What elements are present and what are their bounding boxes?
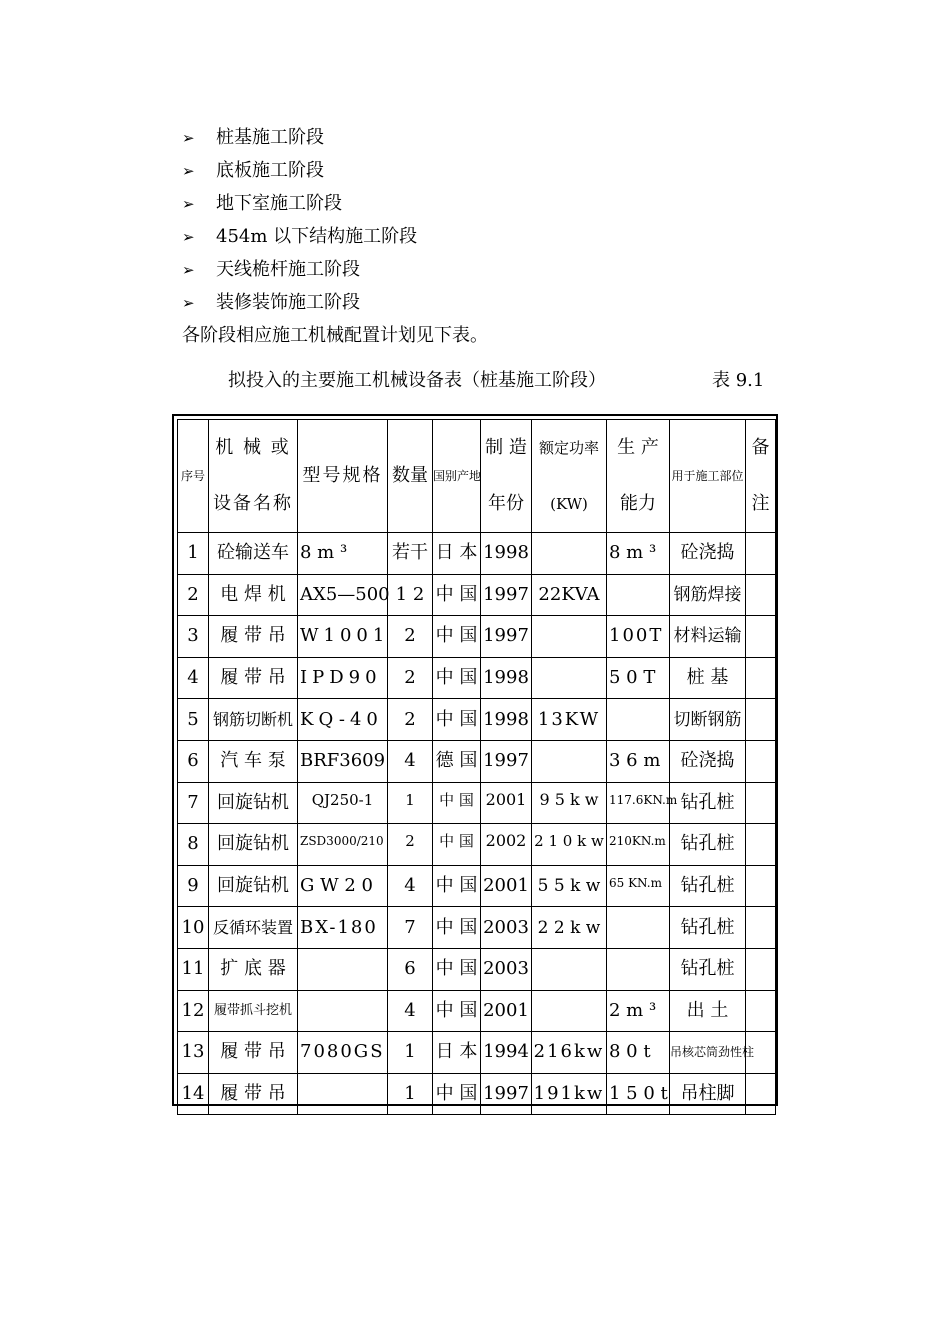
- cell-qty: 1: [388, 1032, 433, 1074]
- cell-note: [746, 865, 776, 907]
- cell-use: 吊核芯筒劲性柱: [670, 1032, 746, 1074]
- cell-qty: 7: [388, 907, 433, 949]
- table-row: [178, 740, 776, 782]
- cell-year: 1994: [481, 1032, 532, 1074]
- cell-seq: 8: [178, 824, 209, 866]
- cell-use: 砼浇捣: [670, 533, 746, 575]
- cell-name: 扩 底 器: [209, 948, 298, 990]
- cell-seq: 11: [178, 948, 209, 990]
- header-use: 用于施工部位: [670, 420, 746, 533]
- cell-seq: 1: [178, 533, 209, 575]
- cell-use: 钻孔桩: [670, 948, 746, 990]
- cell-note: [746, 824, 776, 866]
- cell-seq: 7: [178, 782, 209, 824]
- cell-year: 1997: [481, 616, 532, 658]
- table-row: [178, 824, 776, 866]
- cell-seq: 4: [178, 657, 209, 699]
- cell-note: [746, 907, 776, 949]
- table-row: [178, 1032, 776, 1074]
- cell-seq: 2: [178, 574, 209, 616]
- cell-origin: 中 国: [433, 907, 481, 949]
- stage-label: 454m 以下结构施工阶段: [216, 226, 418, 247]
- intro-paragraph: 各阶段相应施工机械配置计划见下表。: [182, 325, 488, 346]
- cell-use: 钢筋焊接: [670, 574, 746, 616]
- cell-name: 履 带 吊: [209, 616, 298, 658]
- cell-power: 216kw: [532, 1032, 607, 1074]
- stage-item: [182, 124, 417, 157]
- header-model: 型号规格: [298, 420, 388, 533]
- header-year: 制 造 年份: [481, 420, 532, 533]
- cell-seq: 9: [178, 865, 209, 907]
- cell-power: 2 2 k w: [532, 907, 607, 949]
- cell-power: [532, 533, 607, 575]
- arrowhead-bullet-icon: ➢: [182, 162, 195, 180]
- table-row: [178, 616, 776, 658]
- cell-qty: 若干: [388, 533, 433, 575]
- cell-model: 8 m ³: [298, 533, 388, 575]
- cell-name: 履 带 吊: [209, 657, 298, 699]
- arrowhead-bullet-icon: ➢: [182, 294, 195, 312]
- cell-model: G W 2 0: [298, 865, 388, 907]
- cell-use: 钻孔桩: [670, 782, 746, 824]
- cell-use: 吊柱脚: [670, 1073, 746, 1115]
- cell-year: 2001: [481, 990, 532, 1032]
- cell-name: 履 带 吊: [209, 1073, 298, 1115]
- cell-model: [298, 948, 388, 990]
- cell-power: 191kw: [532, 1073, 607, 1115]
- cell-name: 回旋钻机: [209, 865, 298, 907]
- cell-name: 回旋钻机: [209, 782, 298, 824]
- cell-origin: 中 国: [433, 865, 481, 907]
- cell-year: 1998: [481, 533, 532, 575]
- cell-note: [746, 616, 776, 658]
- stage-label: 桩基施工阶段: [216, 127, 324, 148]
- cell-year: 2003: [481, 907, 532, 949]
- cell-capacity: 8 0 t: [607, 1032, 670, 1074]
- cell-power: 5 5 k w: [532, 865, 607, 907]
- cell-capacity: [607, 574, 670, 616]
- cell-qty: 2: [388, 657, 433, 699]
- cell-capacity: 117.6KN.m: [607, 782, 670, 824]
- cell-model: W1001: [298, 616, 388, 658]
- cell-capacity: 1 5 0 t: [607, 1073, 670, 1115]
- cell-note: [746, 782, 776, 824]
- cell-use: 桩 基: [670, 657, 746, 699]
- cell-note: [746, 948, 776, 990]
- cell-origin: 德 国: [433, 740, 481, 782]
- cell-power: [532, 616, 607, 658]
- cell-seq: 5: [178, 699, 209, 741]
- cell-origin: 中 国: [433, 699, 481, 741]
- cell-capacity: 100T: [607, 616, 670, 658]
- cell-note: [746, 740, 776, 782]
- header-capacity: 生 产 能力: [607, 420, 670, 533]
- cell-note: [746, 699, 776, 741]
- arrowhead-bullet-icon: ➢: [182, 129, 195, 147]
- cell-year: 2001: [481, 782, 532, 824]
- cell-use: 钻孔桩: [670, 824, 746, 866]
- equipment-table: [177, 419, 776, 1115]
- cell-name: 电 焊 机: [209, 574, 298, 616]
- cell-capacity: 5 0 T: [607, 657, 670, 699]
- cell-note: [746, 990, 776, 1032]
- cell-name: 砼输送车: [209, 533, 298, 575]
- cell-model: BX-180: [298, 907, 388, 949]
- cell-qty: 1: [388, 782, 433, 824]
- cell-seq: 14: [178, 1073, 209, 1115]
- cell-capacity: 8 m ³: [607, 533, 670, 575]
- stage-label: 装修装饰施工阶段: [216, 292, 360, 313]
- stage-item: [182, 223, 417, 256]
- cell-qty: 2: [388, 699, 433, 741]
- cell-model: QJ250-1: [298, 782, 388, 824]
- table-row: [178, 533, 776, 575]
- cell-model: [298, 990, 388, 1032]
- cell-capacity: [607, 699, 670, 741]
- cell-qty: 4: [388, 740, 433, 782]
- cell-origin: 中 国: [433, 1073, 481, 1115]
- stage-item: [182, 157, 417, 190]
- stage-label: 底板施工阶段: [216, 160, 324, 181]
- table-number: 表 9.1: [712, 370, 765, 391]
- cell-year: 1998: [481, 657, 532, 699]
- cell-model: IPD90: [298, 657, 388, 699]
- cell-seq: 12: [178, 990, 209, 1032]
- arrowhead-bullet-icon: ➢: [182, 195, 195, 213]
- header-seq: 序号: [178, 420, 209, 533]
- cell-model: ZSD3000/210: [298, 824, 388, 866]
- cell-name: 汽 车 泵: [209, 740, 298, 782]
- cell-year: 2001: [481, 865, 532, 907]
- cell-capacity: 65 KN.m: [607, 865, 670, 907]
- cell-origin: 中 国: [433, 574, 481, 616]
- cell-power: 2 1 0 k w: [532, 824, 607, 866]
- cell-name: 履带抓斗挖机: [209, 990, 298, 1032]
- cell-model: KQ-40: [298, 699, 388, 741]
- cell-note: [746, 533, 776, 575]
- cell-power: 9 5 k w: [532, 782, 607, 824]
- stage-list: [182, 124, 417, 322]
- cell-name: 钢筋切断机: [209, 699, 298, 741]
- table-row: [178, 948, 776, 990]
- cell-origin: 中 国: [433, 990, 481, 1032]
- cell-power: [532, 990, 607, 1032]
- equipment-table-frame: [172, 414, 778, 1106]
- cell-origin: 中 国: [433, 782, 481, 824]
- cell-qty: 2: [388, 616, 433, 658]
- cell-name: 反循环装置: [209, 907, 298, 949]
- cell-seq: 6: [178, 740, 209, 782]
- cell-origin: 中 国: [433, 948, 481, 990]
- cell-seq: 13: [178, 1032, 209, 1074]
- cell-qty: 4: [388, 990, 433, 1032]
- cell-use: 钻孔桩: [670, 865, 746, 907]
- stage-label: 地下室施工阶段: [216, 193, 342, 214]
- cell-use: 材料运输: [670, 616, 746, 658]
- header-power: 额定功率 (KW): [532, 420, 607, 533]
- cell-power: [532, 740, 607, 782]
- cell-qty: 6: [388, 948, 433, 990]
- cell-use: 切断钢筋: [670, 699, 746, 741]
- cell-capacity: [607, 948, 670, 990]
- cell-capacity: 3 6 m: [607, 740, 670, 782]
- cell-year: 1997: [481, 1073, 532, 1115]
- cell-year: 1997: [481, 740, 532, 782]
- cell-origin: 中 国: [433, 616, 481, 658]
- table-row: [178, 990, 776, 1032]
- cell-origin: 日 本: [433, 1032, 481, 1074]
- cell-capacity: 2 m ³: [607, 990, 670, 1032]
- cell-use: 钻孔桩: [670, 907, 746, 949]
- cell-model: BRF3609: [298, 740, 388, 782]
- stage-item: [182, 256, 417, 289]
- stage-label: 天线桅杆施工阶段: [216, 259, 360, 280]
- table-row: [178, 574, 776, 616]
- header-name: 机 械 或 设备名称: [209, 420, 298, 533]
- cell-capacity: [607, 907, 670, 949]
- cell-use: 砼浇捣: [670, 740, 746, 782]
- cell-qty: 1: [388, 1073, 433, 1115]
- cell-year: 1998: [481, 699, 532, 741]
- cell-qty: 1 2: [388, 574, 433, 616]
- cell-year: 1997: [481, 574, 532, 616]
- header-note: 备 注: [746, 420, 776, 533]
- arrowhead-bullet-icon: ➢: [182, 261, 195, 279]
- cell-origin: 日 本: [433, 533, 481, 575]
- table-row: [178, 865, 776, 907]
- table-row: [178, 657, 776, 699]
- cell-year: 2003: [481, 948, 532, 990]
- cell-note: [746, 657, 776, 699]
- cell-name: 回旋钻机: [209, 824, 298, 866]
- cell-power: [532, 948, 607, 990]
- table-header-row: [178, 420, 776, 533]
- cell-model: [298, 1073, 388, 1115]
- cell-model: AX5—500: [298, 574, 388, 616]
- table-row: [178, 1073, 776, 1115]
- cell-name: 履 带 吊: [209, 1032, 298, 1074]
- cell-origin: 中 国: [433, 657, 481, 699]
- table-row: [178, 782, 776, 824]
- cell-seq: 3: [178, 616, 209, 658]
- cell-capacity: 210KN.m: [607, 824, 670, 866]
- cell-power: [532, 657, 607, 699]
- cell-note: [746, 574, 776, 616]
- cell-qty: 2: [388, 824, 433, 866]
- cell-qty: 4: [388, 865, 433, 907]
- cell-origin: 中 国: [433, 824, 481, 866]
- cell-year: 2002: [481, 824, 532, 866]
- table-row: [178, 907, 776, 949]
- stage-item: [182, 289, 417, 322]
- table-row: [178, 699, 776, 741]
- cell-power: 13KW: [532, 699, 607, 741]
- cell-use: 出 土: [670, 990, 746, 1032]
- cell-power: 22KVA: [532, 574, 607, 616]
- cell-note: [746, 1073, 776, 1115]
- arrowhead-bullet-icon: ➢: [182, 228, 195, 246]
- cell-seq: 10: [178, 907, 209, 949]
- header-qty: 数量: [388, 420, 433, 533]
- cell-model: 7080GS: [298, 1032, 388, 1074]
- header-origin: 国别产地: [433, 420, 481, 533]
- stage-item: [182, 190, 417, 223]
- table-caption: 拟投入的主要施工机械设备表（桩基施工阶段）: [228, 370, 606, 391]
